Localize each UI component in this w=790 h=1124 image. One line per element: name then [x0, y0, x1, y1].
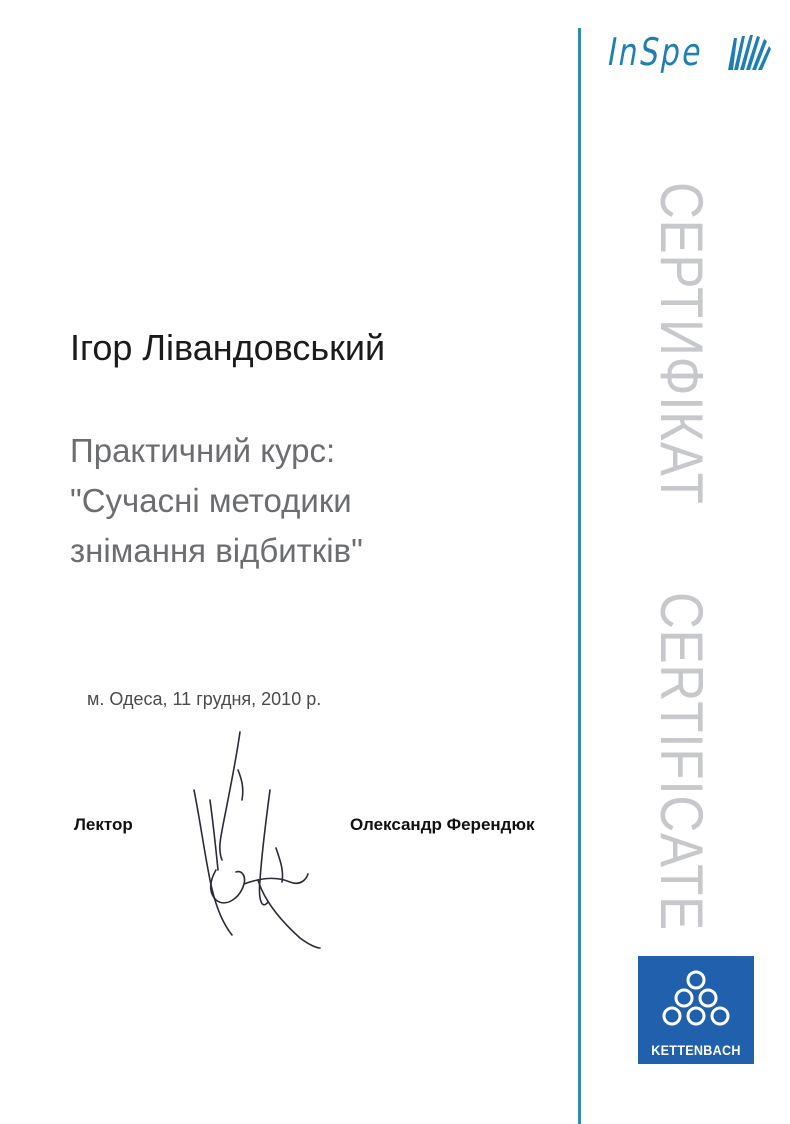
place-and-date: м. Одеса, 11 грудня, 2010 р.	[87, 689, 322, 709]
course-title	[70, 426, 363, 576]
course-line-3: знімання відбитків"	[70, 532, 363, 569]
handwritten-signature	[180, 730, 330, 950]
lector-name: Олександр Ферендюк	[350, 815, 535, 834]
kettenbach-badge	[638, 956, 754, 1064]
logo-text: InSpe	[604, 30, 708, 74]
course-line-1: Практичний курс:	[70, 432, 336, 469]
inspe-logo	[604, 26, 772, 76]
side-title-ukrainian: СЕРТИФІКАТ	[648, 182, 715, 505]
course-line-2: "Сучасні методики	[70, 482, 352, 519]
lector-label: Лектор	[74, 815, 133, 834]
recipient-name: Ігор Лівандовський	[70, 327, 386, 368]
fan-logo-icon	[724, 32, 772, 72]
vertical-divider-line	[578, 28, 581, 1124]
side-title-english: CERTIFICATE	[648, 592, 715, 931]
rings-logo-icon	[652, 968, 740, 1036]
badge-label: KETTENBACH	[651, 1042, 741, 1058]
